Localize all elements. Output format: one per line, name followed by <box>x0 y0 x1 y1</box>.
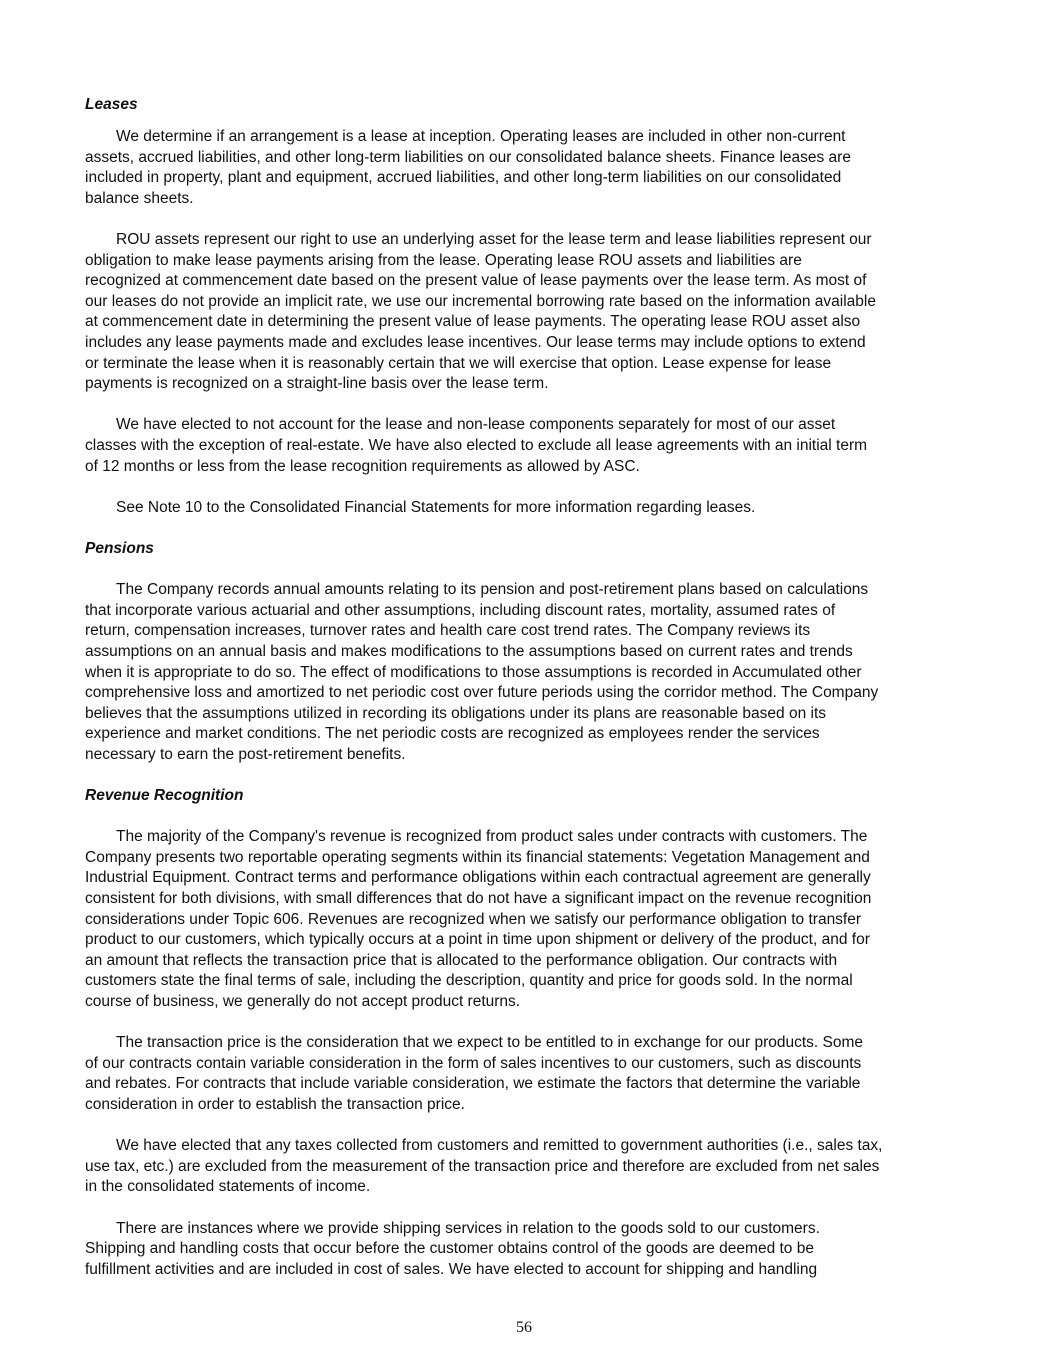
text-line: The transaction price is the consideration that we expect to be entitled to in exchange for our products. Some <box>116 1034 864 1052</box>
paragraph <box>85 127 985 209</box>
text-line: believes that the assumptions utilized in recording its obligations under its plans are reasonable based on its <box>85 704 826 722</box>
text-line: assumptions on an annual basis and makes modifications to the assumptions based on current rates and trends <box>85 642 853 660</box>
text-line: of our contracts contain variable consideration in the form of sales incentives to our customers, such as discounts <box>85 1054 862 1072</box>
text-line: payments is recognized on a straight-line basis over the lease term. <box>85 375 549 393</box>
text-line: fulfillment activities and are included in cost of sales. We have elected to account for shipping and handling <box>85 1260 818 1278</box>
text-line: that incorporate various actuarial and other assumptions, including discount rates, mortality, assumed rates of <box>85 601 836 619</box>
page-number: 56 <box>516 1319 532 1336</box>
document-body <box>85 95 985 1301</box>
paragraph <box>85 827 985 1012</box>
text-line: customers state the final terms of sale, including the description, quantity and price for goods sold. In the normal <box>85 972 853 990</box>
text-line: considerations under Topic 606. Revenues are recognized when we satisfy our performance obligation to transfer <box>85 910 862 928</box>
text-line: course of business, we generally do not accept product returns. <box>85 993 521 1011</box>
section-heading: Revenue Recognition <box>85 787 244 805</box>
text-line: of 12 months or less from the lease recognition requirements as allowed by ASC. <box>85 457 640 475</box>
text-line: The Company records annual amounts relating to its pension and post-retirement plans based on calculations <box>116 581 869 599</box>
text-line: experience and market conditions. The net periodic costs are recognized as employees render the services <box>85 725 820 743</box>
section-heading: Pensions <box>85 539 154 557</box>
text-line: We have elected that any taxes collected from customers and remitted to government authorities (i.e., sales tax, <box>116 1137 883 1155</box>
text-line: Shipping and handling costs that occur before the customer obtains control of the goods are deemed to be <box>85 1240 814 1258</box>
text-line: See Note 10 to the Consolidated Financial Statements for more information regarding leases. <box>116 498 756 516</box>
text-line: included in property, plant and equipment, accrued liabilities, and other long-term liabilities on our consolidated <box>85 169 842 187</box>
paragraph <box>85 415 985 477</box>
text-line: The majority of the Company's revenue is recognized from product sales under contracts with customers. The <box>116 828 868 846</box>
paragraph <box>85 580 985 765</box>
paragraph <box>85 230 985 395</box>
text-line: ROU assets represent our right to use an underlying asset for the lease term and lease liabilities represent our <box>116 231 872 249</box>
text-line: obligation to make lease payments arising from the lease. Operating lease ROU assets and liabilities are <box>85 251 802 269</box>
paragraph <box>85 1033 985 1115</box>
section-heading: Leases <box>85 96 138 113</box>
text-line: and rebates. For contracts that include variable consideration, we estimate the factors that determine the variable <box>85 1075 861 1093</box>
text-line: in the consolidated statements of income. <box>85 1178 371 1196</box>
text-line: assets, accrued liabilities, and other long-term liabilities on our consolidated balance sheets. Finance leases are <box>85 148 851 166</box>
text-line: an amount that reflects the transaction price that is allocated to the performance obligation. Our contracts with <box>85 951 838 969</box>
text-line: We determine if an arrangement is a lease at inception. Operating leases are included in other non-current <box>116 128 846 146</box>
text-line: our leases do not provide an implicit rate, we use our incremental borrowing rate based on the information available <box>85 292 876 310</box>
text-line: or terminate the lease when it is reasonably certain that we will exercise that option. Lease expense for lease <box>85 354 832 372</box>
text-line: when it is appropriate to do so. The effect of modifications to those assumptions is recorded in Accumulated other <box>85 663 862 681</box>
text-line: comprehensive loss and amortized to net periodic cost over future periods using the corridor method. The Company <box>85 684 879 702</box>
paragraph <box>85 498 985 519</box>
paragraph <box>85 1219 985 1281</box>
text-line: consistent for both divisions, with small differences that do not have a significant impact on the revenue recognition <box>85 890 872 908</box>
text-line: Industrial Equipment. Contract terms and performance obligations within each contractual agreement are generally <box>85 869 871 887</box>
text-line: There are instances where we provide shipping services in relation to the goods sold to our customers. <box>116 1219 820 1237</box>
text-line: recognized at commencement date based on the present value of lease payments over the lease term. As most of <box>85 272 867 290</box>
text-line: We have elected to not account for the lease and non-lease components separately for most of our asset <box>116 416 836 434</box>
text-line: consideration in order to establish the transaction price. <box>85 1096 465 1113</box>
text-line: necessary to earn the post-retirement benefits. <box>85 745 406 763</box>
text-line: at commencement date in determining the present value of lease payments. The operating lease ROU asset also <box>85 313 861 331</box>
text-line: Company presents two reportable operating segments within its financial statements: Vegetation Management and <box>85 848 870 866</box>
text-line: product to our customers, which typically occurs at a point in time upon shipment or delivery of the product, and for <box>85 931 870 949</box>
text-line: use tax, etc.) are excluded from the measurement of the transaction price and therefore are excluded from net sales <box>85 1157 880 1175</box>
text-line: balance sheets. <box>85 189 194 207</box>
paragraph <box>85 1136 985 1198</box>
text-line: includes any lease payments made and excludes lease incentives. Our lease terms may include options to extend <box>85 334 866 352</box>
text-line: classes with the exception of real-estate. We have also elected to exclude all lease agreements with an initial term <box>85 437 868 454</box>
text-line: return, compensation increases, turnover rates and health care cost trend rates. The Company reviews its <box>85 622 811 640</box>
